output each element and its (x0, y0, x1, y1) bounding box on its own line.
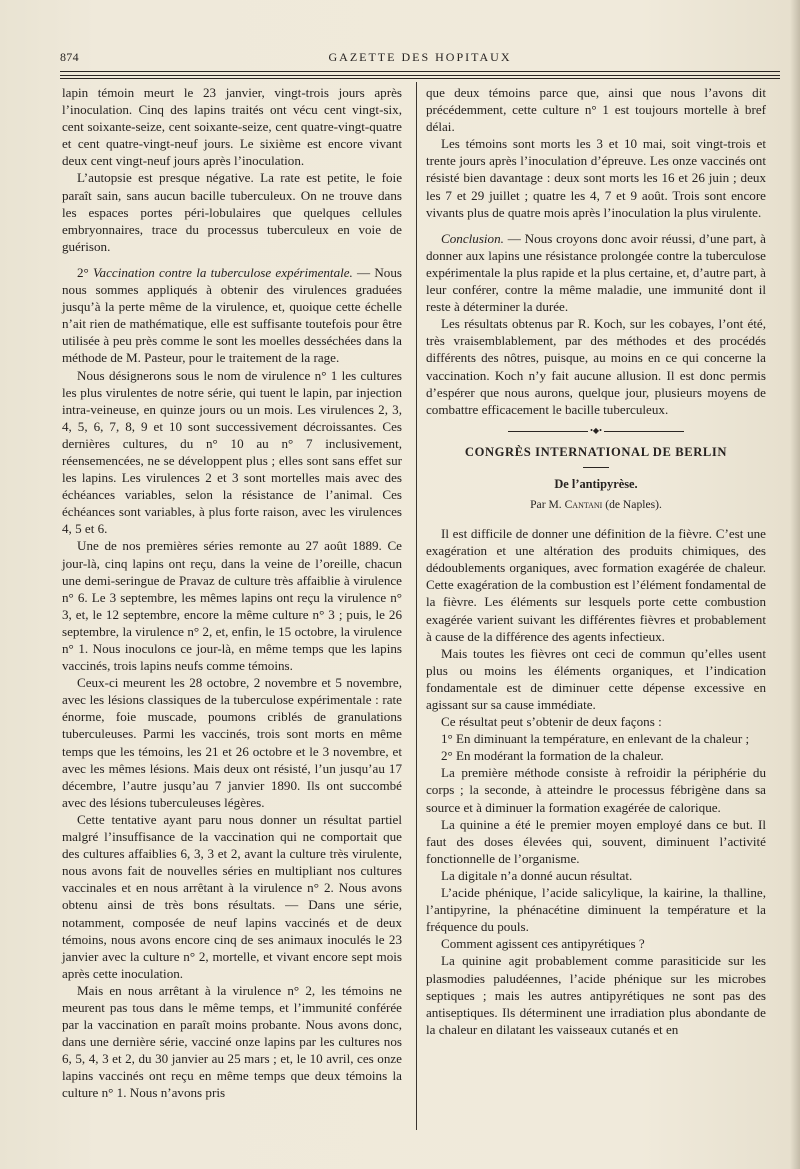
paragraph: Une de nos premières séries remonte au 27 août 1889. Ce jour-là, cinq lapins ont reçu, dans la veine de l’oreille, chacun une demi-seringue de Pravaz de culture très affaiblie à virulence n° 6. Le 3 septembre, les mêmes lapins ont reçu la virulence n° 3, et, le 12 septembre, encore la même culture n° 3 ; puis, le 26 septembre, la virulence n° 2, et, enfin, le 15 octobre, la virulence n° 1. Nous inoculons ce jour-là, en même temps que les lapins vaccinés, trois lapins neufs comme témoins. (62, 538, 402, 674)
paragraph: L’autopsie est presque négative. La rate est petite, le foie paraît sain, sans aucun bacille tuberculeux. On ne trouve dans les espaces portes péri-lobulaires que quelques cellules embryonnaires, trace du processus tuberculeux en voie de guérison. (62, 170, 402, 254)
section-text: — Nous nous sommes appliqués à obtenir des virulences graduées jusqu’à la perte même de la virulence, et, quoique cette échelle n’ait rien de mathématique, elle est suffisante toutefois pour être utilisée à peu près comme le sont les moelles desséchées dans la méthode de M. Pasteur, pour le traitement de la rage. (62, 264, 402, 366)
ornament-line (508, 431, 588, 432)
paragraph: 2° En modérant la formation de la chaleur. (441, 748, 664, 764)
section-number: 2° (77, 264, 93, 280)
paragraph: Il est difficile de donner une définition de la fièvre. C’est une exagération et une altération des produits chimiques, des dédoublements organiques, avec formation exagérée de chaleur. Cette exagération de la combustion est l’élément fondamental de la fièvre. Les éléments sur lesquels porte cette combustion exagérée varient suivant les différentes fièvres et probablement à cause de la différence des agents infectieux. (426, 526, 766, 644)
section-paragraph (62, 264, 402, 367)
paragraph: La quinine a été le premier moyen employé dans ce but. Il faut des doses élevées qui, souvent, diminuent l’activité fonctionnelle de l’organisme. (426, 816, 766, 866)
paragraph: Ceux-ci meurent les 28 octobre, 2 novembre et 5 novembre, avec les lésions classiques de la tuberculose expérimentale : rate énorme, foie muscade, poumons criblés de granulations tuberculeuses. Parmi les vaccinés, trois sont morts en même temps que les témoins, les 21 et 26 octobre et le 3 novembre, et avec les mêmes lésions. Mais deux ont résisté, l’un jusqu’au 17 décembre, l’autre jusqu’au 7 janvier 1890. Ils ont succombé avec des lésions tuberculeuses légères. (62, 675, 402, 810)
paragraph: L’acide phénique, l’acide salicylique, la kairine, la thalline, l’antipyrine, la phénacétine diminuent la température et la fréquence du pouls. (426, 885, 766, 935)
left-column (62, 84, 402, 1102)
paragraph: Mais en nous arrêtant à la virulence n° 2, les témoins ne meurent pas tous dans le même temps, et l’immunité conférée par la vaccination en paraît moins probante. Nous avons donc, dans une dernière série, vacciné onze lapins par les cultures nos 6, 5, 4, 3 et 2, du 30 janvier au 25 mars ; et, le 10 avril, ces onze lapins vaccinés ont reçu en même temps que deux témoins la culture n° 1. Nous n’avons pris (62, 982, 402, 1101)
header-rule (60, 71, 780, 72)
author-name: Cantani (564, 497, 603, 511)
ornament-line (604, 431, 684, 432)
column-divider (416, 82, 417, 1130)
section-heading: Conclusion. (441, 230, 504, 246)
page-edge-shadow (790, 0, 800, 1169)
paragraph: Ce résultat peut s’obtenir de deux façons : (441, 714, 662, 730)
title-rule (583, 467, 609, 468)
section-heading: Vaccination contre la tuberculose expérimentale. (93, 264, 353, 280)
paragraph: lapin témoin meurt le 23 janvier, vingt-trois jours après l’inoculation. Cinq des lapins traités ont vécu cent vingt-six, cent soixante-seize, cent soixante-seize, cent quatre-vingt-quatre et cent quatre-vingt-neuf jours. Le sixième est encore vivant deux cent vingt-neuf jours après l’inoculation. (62, 85, 402, 169)
paragraph: La quinine agit probablement comme parasiticide sur les plasmodies paludéennes, l’acide phénique sur les microbes septiques ; mais les autres antipyrétiques ne sont pas des antiseptiques. Ils déterminent une irradiation plus abondante de la chaleur en dilatant les vaisseaux cutanés et en (426, 953, 766, 1037)
paragraph: Les résultats obtenus par R. Koch, sur les cobayes, l’ont été, très vraisemblablement, par des méthodes et des procédés différents des nôtres, puisque, au moins en ce qui concerne la vaccination. Koch n’y fait aucune allusion. Il est donc permis d’espérer que nous aurons, quelque jour, plusieurs moyens de combattre efficacement le bacille tuberculeux. (426, 316, 766, 417)
paragraph: 1° En diminuant la température, en enlevant de la chaleur ; (441, 731, 750, 747)
paragraph: Nous désignerons sous le nom de virulence n° 1 les cultures les plus virulentes de notre série, qui tuent le lapin, par injection intra-veineuse, en quinze jours ou un mois. Les virulences 2, 3, 4, 5, 6, 7, 8, 9 et 10 sont successivement décroissantes. Ces dernières cultures, du n° 10 au n° 7 inclusivement, réensemencées, ne se développent plus ; elles sont sans effet sur les lapins. Les virulences 2 et 3 sont mortelles mais avec des échéances variables, selon la résistance de l’animal. Ces échéances sont variables, à plus forte raison, avec les virulences 4, 5 et 6. (62, 367, 402, 537)
paragraph: que deux témoins parce que, ainsi que nous l’avons dit précédemment, cette culture n° 1 est toujours mortelle à bref délai. (426, 85, 766, 135)
author-suffix: (de Naples). (602, 497, 662, 511)
running-title: GAZETTE DES HOPITAUX (328, 50, 512, 64)
header-rule-thin (60, 78, 780, 79)
paragraph: Mais toutes les fièvres ont ceci de commun qu’elles usent plus ou moins les éléments organiques, et l’indication fondamentale est de diminuer cette dépense excessive en agissant sur sa cause immédiate. (426, 645, 766, 712)
article-author (426, 496, 766, 513)
paragraph: La digitale n’a donné aucun résultat. (441, 867, 633, 883)
paragraph: Les témoins sont morts les 3 et 10 mai, soit vingt-trois et trente jours après l’inoculation d’épreuve. Les onze vaccinés ont résisté bien davantage : deux sont morts les 16 et 26 juin ; deux les 7 et 29 juillet ; quatre les 4, 7 et 9 août. Trois sont encore vivants plus de quatre mois après l’inoculation la plus virulente. (426, 136, 766, 220)
paragraph: Comment agissent ces antipyrétiques ? (441, 936, 645, 952)
section-ornament (508, 425, 684, 436)
right-column (426, 84, 766, 1038)
author-prefix: Par M. (530, 497, 565, 511)
paragraph: La première méthode consiste à refroidir la périphérie du corps ; la seconde, à atteindre le processus fébrigène dans sa source et à diminuer la formation exagérée de calorique. (426, 765, 766, 815)
section-paragraph (426, 230, 766, 315)
paragraph: Cette tentative ayant paru nous donner un résultat partiel malgré l’insuffisance de la vaccination qui ne comportait que des cultures affaiblies 6, 3, 3 et 2, avant la culture très virulente, nous avons fait de nouvelles séries en multipliant nos cultures vaccinales et en nous arrêtant à la virulence n° 2. Nous avons obtenu ainsi de très bons résultats. — Dans une série, notamment, composée de neuf lapins vaccinés et de deux témoins, nous avons encore cinq de ses animaux inoculés le 23 janvier avec la culture n° 2, mortelle, et vivant encore sept mois après cette inoculation. (62, 811, 402, 981)
page-header (60, 46, 780, 66)
ornament-dots: •◆• (590, 425, 602, 435)
congress-title: CONGRÈS INTERNATIONAL DE BERLIN (464, 444, 728, 459)
article-title: De l’antipyrèse. (554, 476, 638, 491)
section-text: — Nous croyons donc avoir réussi, d’une part, à donner aux lapins une résistance prolongée contre la tuberculose expérimentale la plus rapide et la plus certaine, et, d’autre part, à leur conférer, contre la même maladie, une immunité dont il reste à déterminer la durée. (426, 230, 766, 315)
header-rule-thin (60, 75, 780, 76)
page-number: 874 (60, 50, 79, 64)
